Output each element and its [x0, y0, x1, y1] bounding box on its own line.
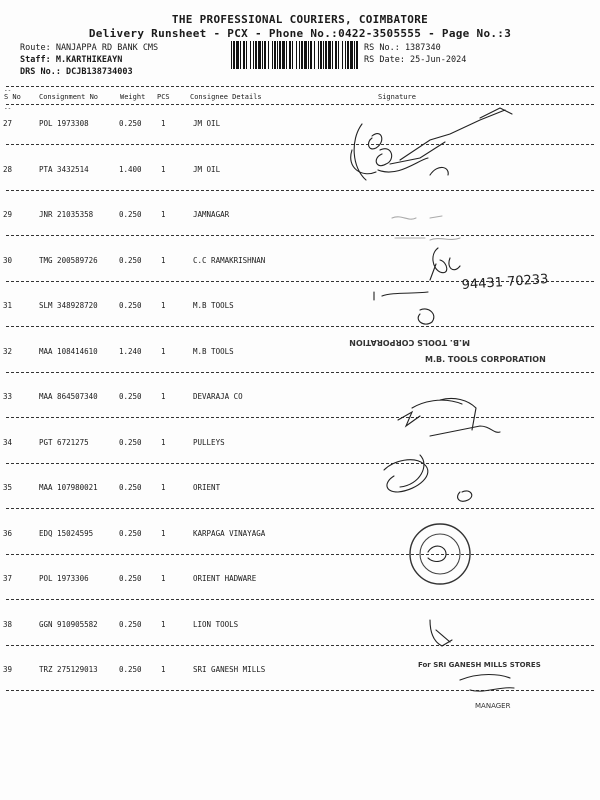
- row-consignment: JNR 21035358: [39, 210, 94, 219]
- row-consignee: JM OIL: [193, 164, 221, 174]
- stamp-tools-upside: M.B. TOOLS CORPORATION: [349, 338, 470, 347]
- row-consignee: M.B TOOLS: [193, 301, 234, 310]
- row-sno: 30: [3, 255, 13, 265]
- row-divider: [6, 599, 594, 600]
- row-sno: 29: [3, 210, 13, 219]
- row-pcs: 1: [161, 301, 166, 310]
- row-consignee: DEVARAJA CO: [193, 392, 243, 401]
- row-sno: 28: [3, 164, 13, 174]
- row-sno: 35: [3, 483, 13, 492]
- row-pcs: 1: [161, 437, 166, 447]
- row-consignment: MAA 107980021: [39, 483, 98, 492]
- row-divider: [6, 554, 594, 555]
- row-weight: 0.250: [119, 574, 142, 583]
- row-sno: 27: [3, 119, 13, 128]
- col-pcs: PCS: [157, 93, 170, 101]
- row-weight: 0.250: [119, 210, 142, 219]
- row-divider: [6, 326, 594, 327]
- stamp-tools: M.B. TOOLS CORPORATION: [425, 355, 546, 364]
- col-consignee: Consignee Details: [190, 93, 262, 101]
- row-consignment: PTA 3432514: [39, 164, 89, 174]
- drs-number: DRS No.: DCJB138734003: [20, 67, 133, 77]
- row-sno: 34: [3, 437, 13, 447]
- row-consignee: JAMNAGAR: [193, 210, 230, 219]
- row-weight: 1.240: [119, 346, 142, 356]
- signature-31: [374, 292, 434, 324]
- row-weight: 0.250: [119, 619, 142, 629]
- signature-39: [460, 675, 514, 692]
- signature-29: [392, 216, 460, 240]
- row-pcs: 1: [161, 255, 166, 265]
- row-divider: [6, 281, 594, 282]
- row-consignee: JM OIL: [193, 119, 221, 128]
- row-divider: [6, 690, 594, 691]
- row-weight: 0.250: [119, 665, 142, 674]
- row-pcs: 1: [161, 210, 166, 219]
- row-sno: 38: [3, 619, 13, 629]
- row-divider: [6, 463, 594, 464]
- row-pcs: 1: [161, 619, 166, 629]
- row-consignment: TMG 200589726: [39, 255, 98, 265]
- row-sno: 31: [3, 301, 13, 310]
- col-signature: Signature: [378, 93, 416, 101]
- row-divider: [6, 372, 594, 373]
- runsheet-title: Delivery Runsheet - PCX - Phone No.:0422-3505555 - Page No.:3: [88, 27, 512, 40]
- row-divider: [6, 508, 594, 509]
- row-consignee: LION TOOLS: [193, 619, 239, 629]
- row-consignment: MAA 864507340: [39, 392, 98, 401]
- signature-38: [430, 620, 452, 646]
- row-weight: 0.250: [119, 301, 142, 310]
- company-title: THE PROFESSIONAL COURIERS, COIMBATORE: [171, 13, 429, 26]
- row-pcs: 1: [161, 119, 166, 128]
- signature-28: [351, 142, 449, 175]
- col-consignment: Consignment No: [39, 93, 99, 101]
- stamp-manager: MANAGER: [475, 702, 511, 710]
- runsheet-page: THE PROFESSIONAL COURIERS, COIMBATORE Delivery Runsheet - PCX - Phone No.:0422-3505555 - Page No.:3 Route: NANJAPPA RD BANK CMS Staff: M.KARTHIKEAYN DRS No.: DCJB138734003 RS No.: 1387340 RS Date: 25-Jun-2024 -- S No Consignment No Weight PCS Consignee Details Signature -- 27 POL 1973308 0.250 1 JM OIL 28 PTA 3432514 1.400 1 JM OIL 29 JNR 21035358 0.250 1 JAMNAGAR 30 TMG 200589726 0.250 1 C.C RAMAKRISHNAN 31 SLM 348928720 0.250 1 M.B TOOLS 32 MAA 108414610 1.240 1 M.B TOOLS 33 MAA 864507340 0.250 1 DEVARAJA CO 34 PGT 6721275 0.250 1 PULLEYS 35 MAA 107980021 0.250 1 ORIENT 36 EDQ 15024595 0.250 1 KARPAGA VINAYAGA 37 POL 1973306 0.250 1 ORIENT HADWARE 38 GGN 910905582 0.250 1 LION TOOLS 39 TRZ 275129013 0.250 1 SRI GANESH MILLS 94431 70233 M.B. TOOLS CORPORATION M.B. TOOLS CORPORATION For SRI GANESH MILLS STORES MANAGER: [0, 0, 600, 800]
- row-consignment: POL 1973308: [39, 119, 89, 128]
- row-weight: 0.250: [119, 437, 142, 447]
- row-consignment: SLM 348928720: [39, 301, 98, 310]
- row-consignee: C.C RAMAKRISHNAN: [193, 255, 266, 265]
- row-consignment: TRZ 275129013: [39, 665, 98, 674]
- row-consignee: KARPAGA VINAYAGA: [193, 528, 266, 538]
- row-consignment: EDQ 15024595: [39, 528, 94, 538]
- row-divider: [6, 144, 594, 145]
- row-consignee: ORIENT: [193, 483, 221, 492]
- row-divider: [6, 190, 594, 191]
- row-consignment: MAA 108414610: [39, 346, 98, 356]
- signature-34: [384, 455, 428, 492]
- handwritten-phone: 94431 70233: [461, 271, 549, 293]
- signature-35: [458, 491, 472, 501]
- row-consignee: ORIENT HADWARE: [193, 574, 257, 583]
- row-sno: 36: [3, 528, 13, 538]
- barcode: [231, 41, 358, 69]
- row-divider: [6, 235, 594, 236]
- col-sno: S No: [4, 93, 21, 101]
- row-consignment: PGT 6721275: [39, 437, 89, 447]
- rs-date: RS Date: 25-Jun-2024: [364, 55, 467, 65]
- rs-number: RS No.: 1387340: [364, 43, 441, 53]
- row-sno: 33: [3, 392, 13, 401]
- staff-text: Staff: M.KARTHIKEAYN: [20, 55, 123, 65]
- row-pcs: 1: [161, 528, 166, 538]
- signature-30: [430, 248, 460, 280]
- row-sno: 32: [3, 346, 13, 356]
- row-pcs: 1: [161, 574, 166, 583]
- row-consignment: POL 1973306: [39, 574, 89, 583]
- row-weight: 0.250: [119, 255, 142, 265]
- route-text: Route: NANJAPPA RD BANK CMS: [20, 43, 159, 53]
- row-pcs: 1: [161, 665, 166, 674]
- row-weight: 0.250: [119, 528, 142, 538]
- row-weight: 0.250: [119, 483, 142, 492]
- row-consignment: GGN 910905582: [39, 619, 98, 629]
- row-sno: 37: [3, 574, 13, 583]
- col-weight: Weight: [120, 93, 146, 101]
- stamp-sri-ganesh: For SRI GANESH MILLS STORES: [418, 661, 541, 669]
- header-rule-top: [6, 86, 594, 87]
- row-weight: 0.250: [119, 392, 142, 401]
- row-pcs: 1: [161, 164, 166, 174]
- row-consignee: M.B TOOLS: [193, 346, 234, 356]
- row-divider: [6, 417, 594, 418]
- row-weight: 1.400: [119, 164, 142, 174]
- row-pcs: 1: [161, 392, 166, 401]
- row-pcs: 1: [161, 346, 166, 356]
- row-sno: 39: [3, 665, 13, 674]
- row-weight: 0.250: [119, 119, 142, 128]
- row-consignee: PULLEYS: [193, 437, 225, 447]
- row-divider: [6, 645, 594, 646]
- row-consignee: SRI GANESH MILLS: [193, 665, 266, 674]
- header-rule-bottom: [6, 104, 594, 105]
- row-pcs: 1: [161, 483, 166, 492]
